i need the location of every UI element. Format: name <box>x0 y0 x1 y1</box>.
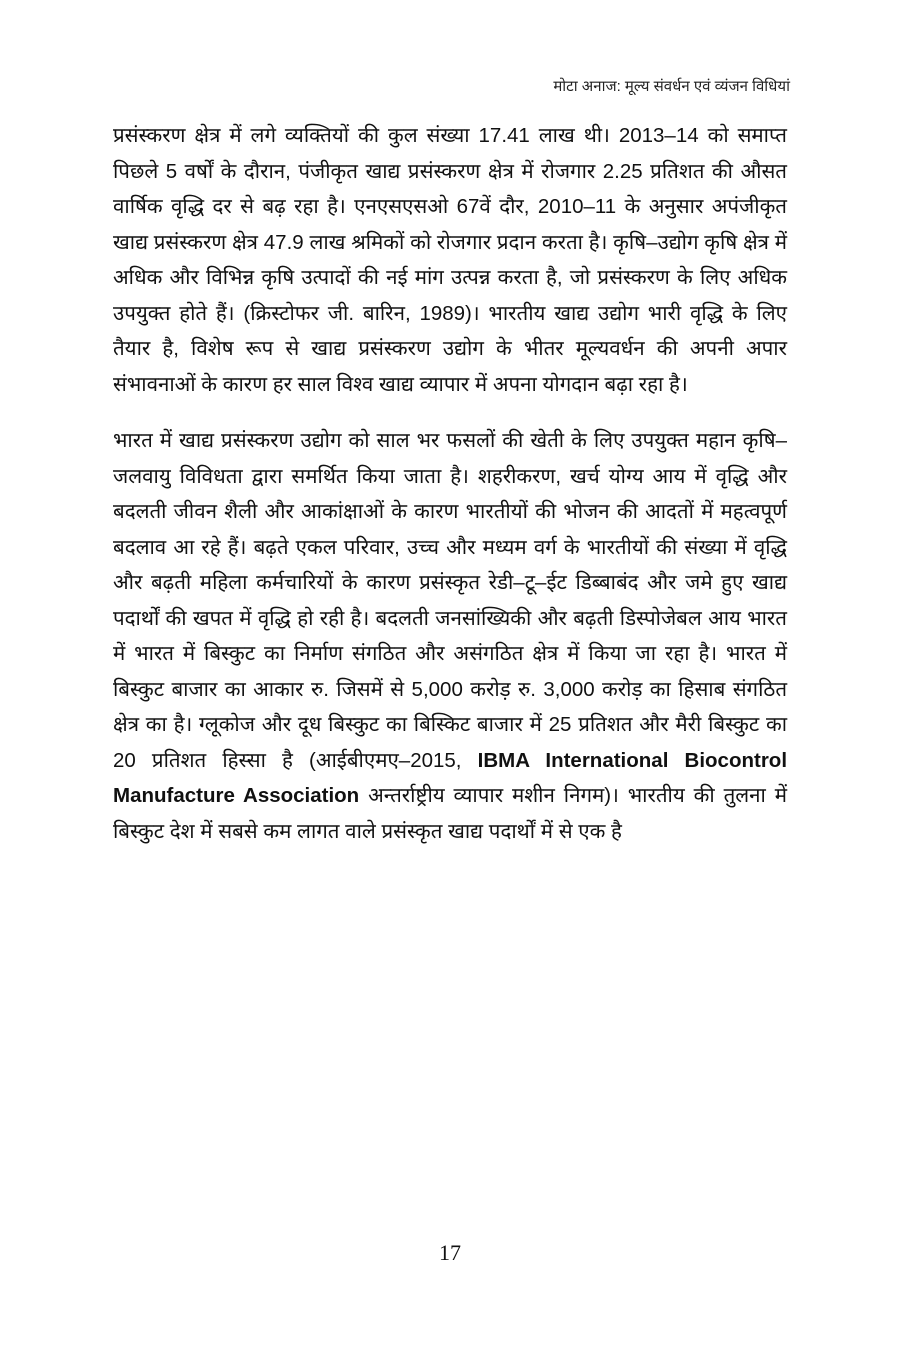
running-header: मोटा अनाज: मूल्य संवर्धन एवं व्यंजन विधियां <box>553 78 790 95</box>
paragraph-2-text-end: अन्तर्राष्ट्रीय व्यापार मशीन निगम)। भारतीय की तुलना में बिस्कुट देश में सबसे कम लागत वाले प्रसंस्कृत खाद्य पदार्थों में से एक है <box>113 784 787 843</box>
ibma-bold-term: IBMA International Biocontrol Manufacture Association <box>113 748 788 807</box>
paragraph-2-text-start: भारत में खाद्य प्रसंस्करण उद्योग को साल भर फसलों की खेती के लिए उपयुक्त महान कृषि–जलवायु विविधता द्वारा समर्थित किया जाता है। शहरीकरण, खर्च योग्य आय में वृद्धि और बदलती जीवन शैली और आकांक्षाओं के कारण भारतीयों की भोजन की आदतों में महत्वपूर्ण बदलाव आ रहे हैं। बढ़ते एकल परिवार, उच्च और मध्यम वर्ग के भारतीयों की संख्या में वृद्धि और बढ़ती महिला कर्मचारियों के कारण प्रसंस्कृत रेडी–टू–ईट डिब्बाबंद और जमे हुए खाद्य पदार्थों की खपत में वृद्धि हो रही है। बदलती जनसांख्यिकी और बढ़ती डिस्पोजेबल आय भारत में भारत में बिस्कुट का निर्माण संगठित और असंगठित क्षेत्र में किया जा रहा है। भारत में बिस्कुट बाजार का आकार रु. जिसमें से 5,000 करोड़ रु. 3,000 करोड़ का हिसाब संगठित क्षेत्र का है। ग्लूकोज और दूध बिस्कुट का बिस्किट बाजार में 25 प्रतिशत और मैरी बिस्कुट का 20 प्रतिशत हिस्सा है (आईबीएमए–2015, <box>113 429 787 772</box>
body-text <box>113 118 787 849</box>
page-number: 17 <box>439 1240 461 1265</box>
paragraph-2 <box>113 423 787 849</box>
paragraph-1: प्रसंस्करण क्षेत्र में लगे व्यक्तियों की कुल संख्या 17.41 लाख थी। 2013–14 को समाप्त पिछले 5 वर्षों के दौरान, पंजीकृत खाद्य प्रसंस्करण क्षेत्र में रोजगार 2.25 प्रतिशत की औसत वार्षिक वृद्धि दर से बढ़ रहा है। एनएसएसओ 67वें दौर, 2010–11 के अनुसार अपंजीकृत खाद्य प्रसंस्करण क्षेत्र 47.9 लाख श्रमिकों को रोजगार प्रदान करता है। कृषि–उद्योग कृषि क्षेत्र में अधिक और विभिन्न कृषि उत्पादों की नई मांग उत्पन्न करता है, जो प्रसंस्करण के लिए अधिक उपयुक्त होते हैं। (क्रिस्टोफर जी. बारिन, 1989)। भारतीय खाद्य उद्योग भारी वृद्धि के लिए तैयार है, विशेष रूप से खाद्य प्रसंस्करण उद्योग के भीतर मूल्यवर्धन की अपनी अपार संभावनाओं के कारण हर साल विश्व खाद्य व्यापार में अपना योगदान बढ़ा रहा है। <box>113 124 787 396</box>
